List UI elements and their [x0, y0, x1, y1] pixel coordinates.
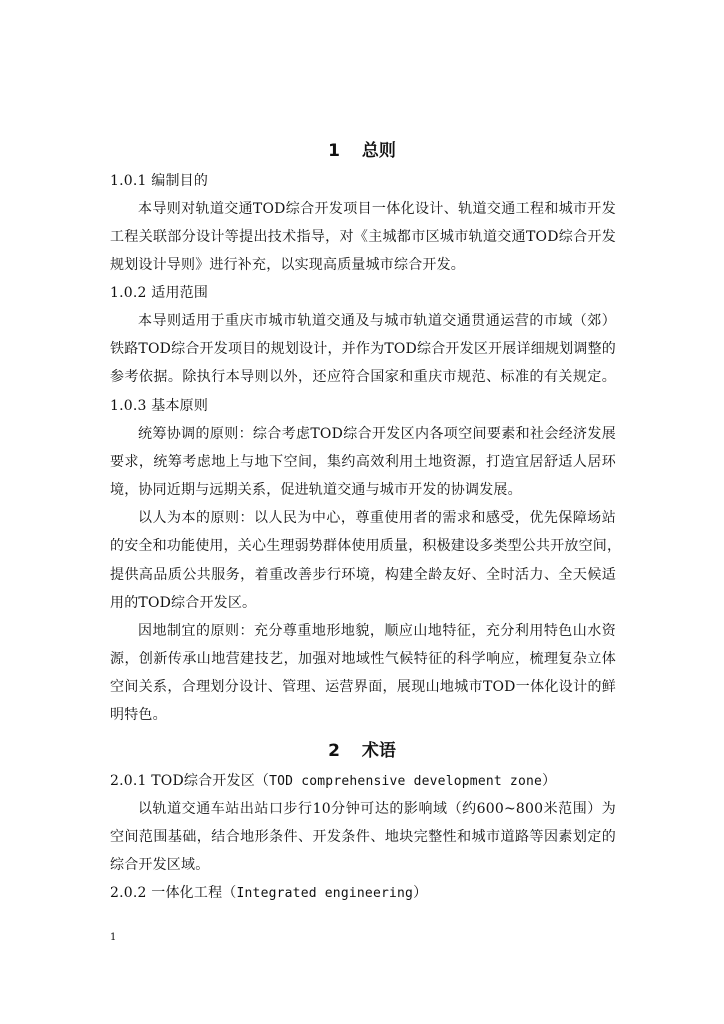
chapter-number: 1: [328, 141, 340, 161]
paragraph-line: 源，创新传承山地营建技艺，加强对地域性气候特征的科学响应，梳理复杂立体: [110, 651, 616, 667]
heading-cn: 2.0.2 一体化工程（: [110, 885, 237, 901]
paragraph-line: 的安全和功能使用，关心生理弱势群体使用质量，积极建设多类型公共开放空间，: [110, 538, 622, 554]
chapter-1-title: [0, 136, 724, 161]
section-heading-1-0-3: 1.0.3 基本原则: [110, 398, 209, 414]
heading-en: TOD comprehensive development zone: [269, 774, 543, 789]
paragraph-line: 提供高品质公共服务，着重改善步行环境，构建全龄友好、全时活力、全天候适: [110, 567, 616, 583]
paragraph-line: 以轨道交通车站出站口步行10分钟可达的影响域（约600~800米范围）为: [138, 801, 616, 817]
section-heading-2-0-1: [110, 770, 616, 790]
heading-cn: 2.0.1 TOD综合开发区（: [110, 773, 270, 789]
section-heading-1-0-1: 1.0.1 编制目的: [110, 173, 209, 189]
heading-close: ）: [413, 885, 428, 901]
paragraph-line: 本导则适用于重庆市城市轨道交通及与城市轨道交通贯通运营的市域（郊）: [138, 313, 616, 329]
heading-en: Integrated engineering: [236, 886, 414, 901]
heading-close: ）: [542, 773, 557, 789]
paragraph-line: 境，协同近期与远期关系，促进轨道交通与城市开发的协调发展。: [110, 482, 522, 498]
paragraph-line: 统筹协调的原则：综合考虑TOD综合开发区内各项空间要素和社会经济发展: [138, 426, 616, 442]
paragraph-line: 参考依据。除执行本导则以外，还应符合国家和重庆市规范、标准的有关规定。: [110, 369, 616, 385]
paragraph-line: 本导则对轨道交通TOD综合开发项目一体化设计、轨道交通工程和城市开发: [138, 201, 616, 217]
paragraph-line: 规划设计导则》进行补充，以实现高质量城市综合开发。: [110, 257, 465, 273]
paragraph-line: 空间范围基础，结合地形条件、开发条件、地块完整性和城市道路等因素划定的: [110, 829, 616, 845]
section-heading-1-0-2: 1.0.2 适用范围: [110, 285, 209, 301]
paragraph-line: 用的TOD综合开发区。: [110, 595, 257, 611]
paragraph-line: 综合开发区域。: [110, 857, 210, 873]
chapter-number: 2: [328, 741, 340, 761]
section-heading-2-0-2: [110, 882, 616, 902]
paragraph-line: 铁路TOD综合开发项目的规划设计，并作为TOD综合开发区开展详细规划调整的: [110, 341, 616, 357]
paragraph-line: 要求，统筹考虑地上与地下空间，集约高效利用土地资源，打造宜居舒适人居环: [110, 454, 616, 470]
chapter-2-title: [0, 736, 724, 761]
paragraph-line: 工程关联部分设计等提出技术指导，对《主城都市区城市轨道交通TOD综合开发: [110, 229, 616, 245]
paragraph-line: 因地制宜的原则：充分尊重地形地貌，顺应山地特征，充分利用特色山水资: [138, 623, 616, 639]
paragraph-line: 空间关系，合理划分设计、管理、运营界面，展现山地城市TOD一体化设计的鲜: [110, 679, 616, 695]
paragraph-line: 明特色。: [110, 707, 167, 723]
page-number: 1: [110, 932, 117, 943]
paragraph-line: 以人为本的原则：以人民为中心，尊重使用者的需求和感受，优先保障场站: [138, 510, 616, 526]
chapter-title-text: 总则: [361, 141, 396, 161]
chapter-title-text: 术语: [361, 741, 396, 761]
